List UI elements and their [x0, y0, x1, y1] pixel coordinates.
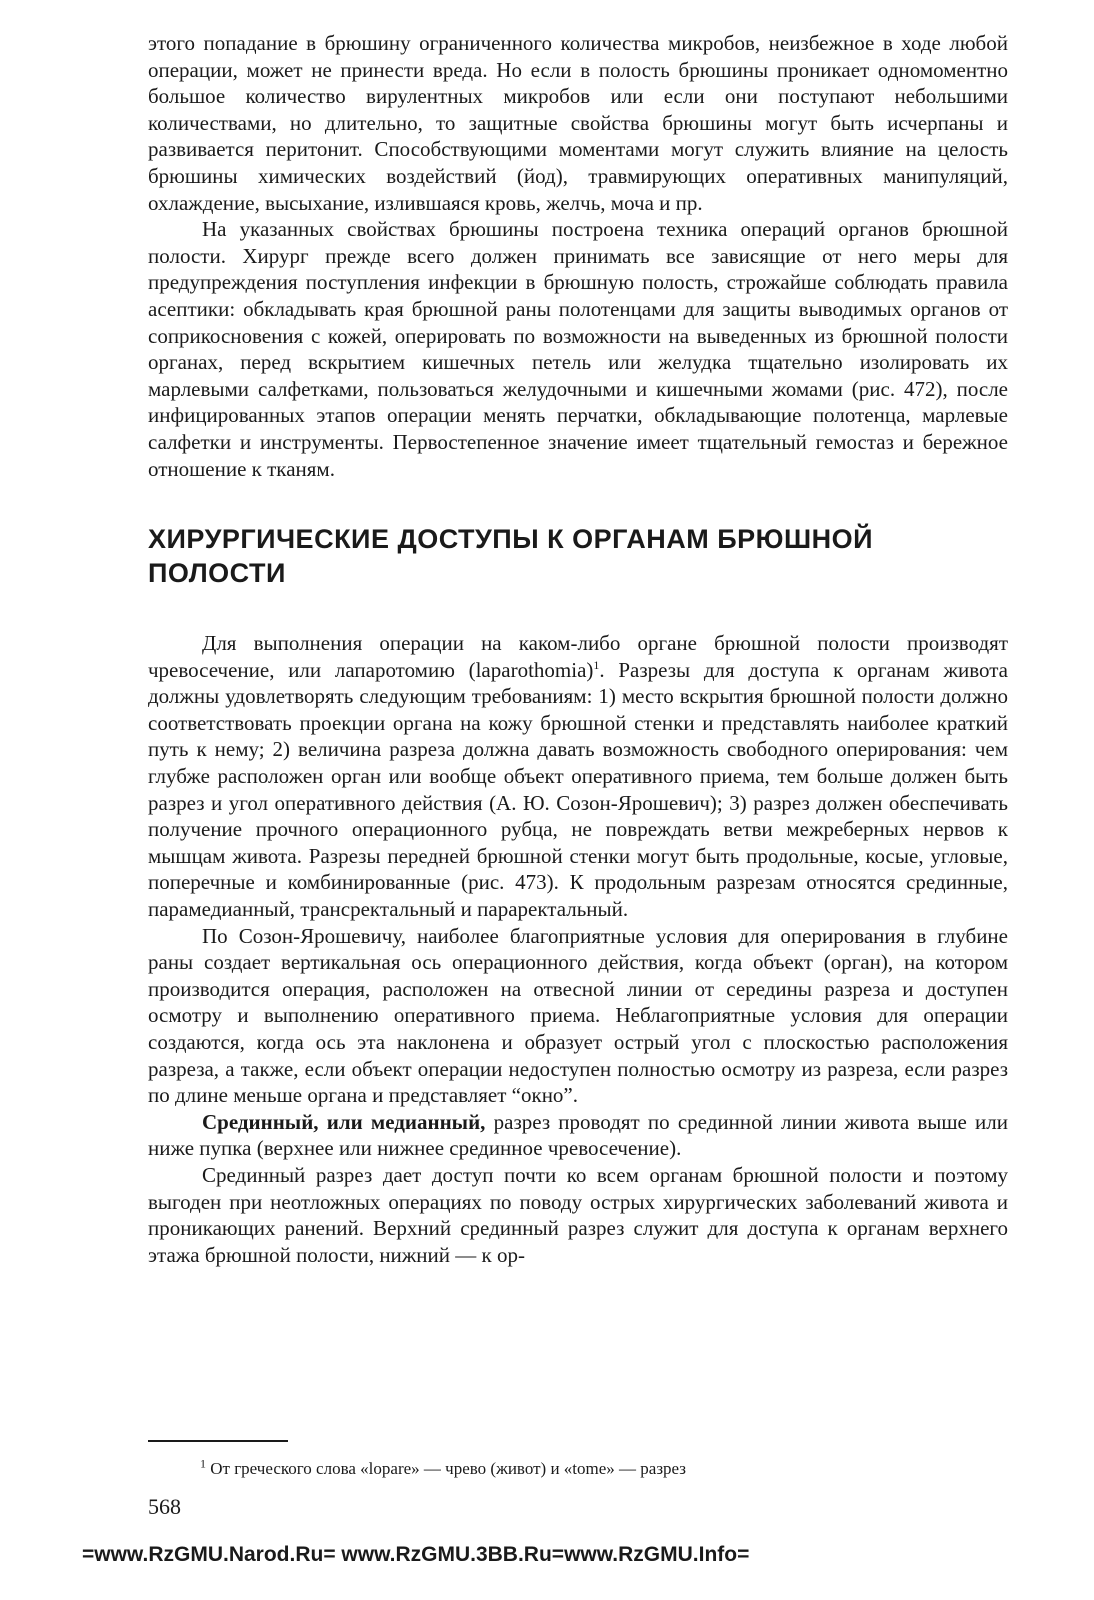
paragraph-3-end: . Разрезы для доступа к органам живота должны удовлетворять следующим требованиям: 1) место вскрытия брюшной полости должно соответствовать проекции органа на кожу брюшной стенки и представлять наиболее краткий путь к нему; 2) величина разреза должна давать возможность свободного оперирования: чем глубже расположен орган или вообще объект оперативного приема, тем больше должен быть разрез и угол оперативного действия (А. Ю. Созон-Ярошевич); 3) разрез должен обеспечивать получение прочного операционного рубца, не повреждать ветви межреберных нервов к мышцам живота. Разрезы передней брюшной стенки могут быть продольные, косые, угловые, поперечные и комбинированные (рис. 473). К продольным разрезам относятся срединные, парамедианный, трансректальный и параректальный.: [148, 657, 1008, 922]
footnote: [200, 1458, 900, 1480]
paragraph-6: Срединный разрез дает доступ почти ко всем органам брюшной полости и поэтому выгоден при неотложных операциях по поводу острых хирургических заболеваний живота и проникающих ранений. Верхний срединный разрез служит для доступа к органам верхнего этажа брюшной полости, нижний — к ор-: [148, 1162, 1008, 1267]
paragraph-3-start: Для выполнения операции на каком-либо органе брюшной полости производят чревосечение, или лапаротомию (laparothomia): [148, 631, 1008, 682]
footnote-divider: [148, 1440, 288, 1442]
section-heading: ХИРУРГИЧЕСКИЕ ДОСТУПЫ К ОРГАНАМ БРЮШНОЙ ПОЛОСТИ: [148, 524, 874, 589]
footnote-marker: 1: [200, 1456, 206, 1471]
paragraph-5-text: разрез проводят по срединной линии живота выше или ниже пупка (верхнее или нижнее срединное чревосечение).: [148, 1109, 1008, 1161]
paragraph-4: По Созон-Ярошевичу, наиболее благоприятные условия для оперирования в глубине раны создает вертикальная ось операционного действия, когда объект (орган), на котором производится операция, расположен на отвесной линии от середины разреза и доступен осмотру и выполнению оперативного приема. Неблагоприятные условия для операции создаются, когда ось эта наклонена и образует острый угол с плоскостью расположения разреза, а также, если объект операции недоступен полностью осмотру из разреза, если разрез по длине меньше органа и представляет “окно”.: [148, 923, 1008, 1108]
paragraph-3: [148, 630, 1008, 923]
footnote-text: От греческого слова «lopare» — чрево (живот) и «tome» — разрез: [206, 1459, 687, 1478]
paragraph-5: [148, 1109, 1008, 1162]
paragraph-1: этого попадание в брюшину ограниченного количества микробов, неизбежное в ходе любой операции, может не принести вреда. Но если в полость брюшины проникает одномоментно большое количество вирулентных микробов или если они поступают небольшими количествами, но длительно, то защитные свойства брюшины могут быть исчерпаны и развивается перитонит. Способствующими моментами могут служить влияние на целость брюшины химических воздействий (йод), травмирующих оперативных манипуляций, охлаждение, высыхание, излившаяся кровь, желчь, моча и пр.: [148, 31, 1008, 215]
page-content: [148, 30, 1008, 1268]
paragraph-2: На указанных свойствах брюшины построена техника операций органов брюшной полости. Хирург прежде всего должен принимать все зависящие от него меры для предупреждения поступления инфекции в брюшную полость, строжайше соблюдать правила асептики: обкладывать края брюшной раны полотенцами для защиты выводимых органов от соприкосновения с кожей, оперировать по возможности на выведенных из брюшной полости органах, перед вскрытием кишечных петель или желудка тщательно изолировать их марлевыми салфетками, пользоваться желудочными и кишечными жомами (рис. 472), после инфицированных этапов операции менять перчатки, обкладывающие полотенца, марлевые салфетки и инструменты. Первостепенное значение имеет тщательный гемостаз и бережное отношение к тканям.: [148, 217, 1008, 481]
term-median-incision: Срединный, или медианный,: [202, 1109, 486, 1134]
page-number: 568: [148, 1494, 181, 1519]
footnote-reference: 1: [593, 657, 600, 672]
watermark-text: =www.RzGMU.Narod.Ru= www.RzGMU.3BB.Ru=www.RzGMU.Info=: [82, 1543, 750, 1566]
